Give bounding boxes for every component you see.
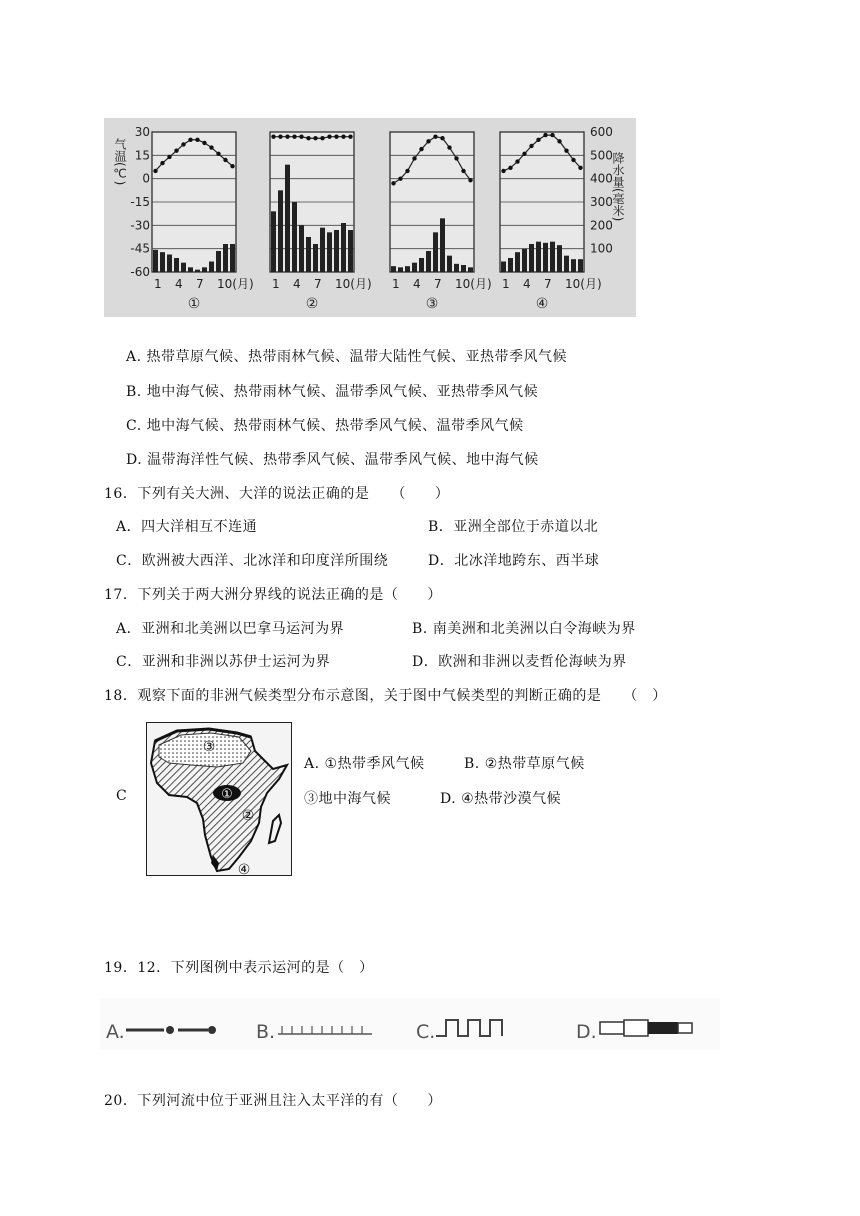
temperature-point	[447, 145, 451, 149]
right-tick-label: 500	[590, 148, 613, 163]
precipitation-bar	[564, 256, 569, 272]
x-tick-label: 10(月)	[217, 277, 254, 291]
right-axis-label: 降水量(毫米)	[611, 152, 625, 222]
q16-option-c: C．欧洲被大西洋、北冰洋和印度洋所围绕	[116, 553, 389, 569]
x-tick-label: 7	[434, 277, 442, 291]
legend-symbol-c	[436, 1020, 502, 1036]
precipitation-bar	[419, 258, 424, 272]
temperature-point	[216, 152, 220, 156]
q16-option-d: D．北冰洋地跨东、西半球	[428, 553, 600, 569]
precipitation-bar	[571, 259, 576, 272]
legend-symbol-d	[600, 1020, 692, 1036]
precipitation-bar	[299, 225, 304, 272]
left-tick-label: -30	[130, 218, 150, 233]
temperature-point	[405, 169, 409, 173]
q16-question: 16．下列有关大洲、大洋的说法正确的是 （ ）	[104, 486, 450, 502]
panel-label: ②	[305, 296, 319, 312]
precipitation-bar	[216, 251, 221, 272]
q18-option-d: D. ④热带沙漠气候	[440, 791, 562, 807]
temperature-point	[433, 134, 437, 138]
q15-option-a: A. 热带草原气候、热带雨林气候、温带大陆性气候、亚热带季风气候	[126, 349, 568, 365]
left-tick-label: 15	[134, 148, 150, 163]
temperature-point	[348, 134, 352, 138]
precipitation-bar	[440, 218, 445, 272]
temperature-point	[536, 138, 540, 142]
temperature-point	[160, 161, 164, 165]
precipitation-bar	[181, 263, 186, 272]
precipitation-bar	[348, 230, 353, 272]
temperature-point	[557, 139, 561, 143]
legend-label-b: B.	[256, 1021, 276, 1043]
temperature-point	[398, 176, 402, 180]
temperature-point	[202, 141, 206, 145]
q17-question: 17．下列关于两大洲分界线的说法正确的是（ ）	[104, 587, 442, 603]
q17-option-c: C．亚洲和非洲以苏伊士运河为界	[116, 654, 331, 670]
q17-option-d: D．欧洲和非洲以麦哲伦海峡为界	[412, 654, 627, 670]
temperature-point	[271, 134, 275, 138]
map-legend-symbols	[100, 998, 720, 1050]
q18-option-c: ③地中海气候	[304, 791, 391, 807]
precipitation-bar	[454, 264, 459, 272]
panel-label: ④	[535, 296, 549, 312]
left-tick-label: 30	[134, 125, 150, 139]
q15-option-c: C. 地中海气候、热带雨林气候、热带季风气候、温带季风气候	[126, 418, 524, 434]
precipitation-bar	[557, 245, 562, 272]
legend-label-d: D.	[576, 1021, 597, 1043]
precipitation-bar	[578, 259, 583, 272]
right-tick-label: 400	[590, 171, 613, 186]
precipitation-bar	[230, 244, 235, 272]
temperature-point	[341, 134, 345, 138]
x-tick-label: 1	[392, 277, 400, 291]
temperature-point	[564, 148, 568, 152]
climate-chart-figure	[104, 118, 636, 317]
q20-question: 20．下列河流中位于亚洲且注入太平洋的有（ ）	[104, 1093, 442, 1109]
legend-symbols-svg	[100, 998, 720, 1050]
x-tick-label: 7	[196, 277, 204, 291]
temperature-point	[426, 139, 430, 143]
temperature-point	[461, 169, 465, 173]
precipitation-bar	[167, 255, 172, 273]
precipitation-bar	[306, 237, 311, 272]
x-tick-label: 1	[272, 277, 280, 291]
precipitation-bar	[209, 262, 214, 273]
x-tick-label: 7	[314, 277, 322, 291]
map-label-3: ③	[202, 739, 216, 755]
temperature-point	[529, 144, 533, 148]
precipitation-bar	[188, 267, 193, 272]
q19-question: 19．12．下列图例中表示运河的是（ ）	[104, 960, 374, 976]
temperature-point	[543, 133, 547, 137]
temperature-point	[292, 134, 296, 138]
precipitation-bar	[433, 232, 438, 272]
precipitation-bar	[202, 267, 207, 272]
x-tick-label: 4	[413, 277, 421, 291]
q15-option-b: B. 地中海气候、热带雨林气候、温带季风气候、亚热带季风气候	[126, 384, 539, 400]
temperature-point	[313, 136, 317, 140]
x-tick-label: 10(月)	[335, 277, 372, 291]
temperature-point	[419, 147, 423, 151]
legend-symbol-a	[126, 1026, 216, 1034]
precipitation-bar	[391, 266, 396, 272]
legend-label-c: C.	[416, 1021, 436, 1043]
africa-climate-map	[146, 722, 292, 876]
precipitation-bar	[550, 242, 555, 272]
right-tick-label: 100	[590, 241, 613, 256]
precipitation-bar	[320, 228, 325, 272]
q17-option-b: B. 南美洲和北美洲以白令海峡为界	[412, 621, 636, 637]
temperature-point	[285, 134, 289, 138]
map-label-2: ②	[241, 808, 255, 824]
q18-option-a: A. ①热带季风气候	[304, 756, 425, 772]
q18-question: 18．观察下面的非洲气候类型分布示意图，关于图中气候类型的判断正确的是 （ ）	[104, 688, 667, 704]
precipitation-bar	[508, 258, 513, 272]
panel-label: ③	[425, 296, 439, 312]
precipitation-bar	[501, 262, 506, 273]
precipitation-bar	[529, 244, 534, 272]
legend-symbol-b	[278, 1026, 372, 1034]
temperature-point	[174, 148, 178, 152]
temperature-point	[571, 158, 575, 162]
precipitation-bar	[398, 267, 403, 272]
x-tick-label: 4	[293, 277, 301, 291]
x-tick-label: 4	[175, 277, 183, 291]
precipitation-bar	[543, 243, 548, 272]
right-tick-label: 200	[590, 218, 613, 233]
temperature-point	[223, 158, 227, 162]
x-tick-label: 1	[502, 277, 510, 291]
precipitation-bar	[223, 244, 228, 272]
precipitation-bar	[195, 270, 200, 272]
temperature-point	[454, 156, 458, 160]
temperature-point	[412, 156, 416, 160]
temperature-point	[195, 138, 199, 142]
precipitation-bar	[405, 266, 410, 272]
precipitation-bar	[522, 249, 527, 272]
left-tick-label: -15	[130, 195, 150, 209]
temperature-point	[334, 134, 338, 138]
q16-option-a: A．四大洋相互不连通	[116, 519, 258, 535]
q16-option-b: B．亚洲全部位于赤道以北	[428, 519, 599, 535]
temperature-point	[327, 134, 331, 138]
temperature-point	[501, 169, 505, 173]
precipitation-bar	[412, 263, 417, 272]
temperature-point	[515, 159, 519, 163]
temperature-point	[468, 178, 472, 182]
temperature-point	[167, 155, 171, 159]
map-label-1: ①	[221, 787, 233, 802]
temperature-point	[181, 142, 185, 146]
precipitation-bar	[278, 190, 283, 272]
precipitation-bar	[447, 256, 452, 272]
right-tick-label: 600	[590, 125, 613, 139]
temperature-point	[299, 134, 303, 138]
temperature-point	[188, 138, 192, 142]
left-tick-label: -60	[130, 265, 150, 279]
temperature-point	[306, 136, 310, 140]
x-tick-label: 4	[523, 277, 531, 291]
left-tick-label: 0	[142, 171, 150, 186]
precipitation-bar	[174, 258, 179, 272]
q18-answer: C	[116, 788, 128, 804]
panel-label: ①	[187, 296, 201, 312]
map-label-4: ④	[237, 862, 251, 875]
precipitation-bar	[313, 244, 318, 272]
temperature-point	[578, 166, 582, 170]
madagascar-shape	[269, 815, 281, 843]
q18-option-b: B. ②热带草原气候	[464, 756, 585, 772]
left-axis-label: 气温(℃)	[113, 138, 127, 186]
precipitation-bar	[292, 202, 297, 272]
precipitation-bar	[536, 242, 541, 272]
x-tick-label: 10(月)	[455, 277, 492, 291]
right-tick-label: 300	[590, 195, 613, 209]
precipitation-bar	[285, 165, 290, 272]
temperature-point	[209, 145, 213, 149]
temperature-point	[278, 134, 282, 138]
africa-map-svg	[147, 723, 291, 875]
q15-option-d: D. 温带海洋性气候、热带季风气候、温带季风气候、地中海气候	[126, 452, 539, 468]
temperature-point	[522, 152, 526, 156]
temperature-point	[508, 166, 512, 170]
temperature-point	[440, 136, 444, 140]
q17-option-a: A．亚洲和北美洲以巴拿马运河为界	[116, 621, 345, 637]
legend-label-a: A.	[106, 1021, 125, 1043]
temperature-point	[320, 136, 324, 140]
precipitation-bar	[334, 230, 339, 272]
x-tick-label: 7	[544, 277, 552, 291]
temperature-point	[153, 169, 157, 173]
precipitation-bar	[271, 211, 276, 272]
precipitation-bar	[327, 232, 332, 272]
x-tick-label: 1	[154, 277, 162, 291]
climate-charts-svg	[104, 118, 636, 317]
precipitation-bar	[153, 250, 158, 272]
precipitation-bar	[515, 252, 520, 272]
left-tick-label: -45	[130, 241, 150, 256]
temperature-point	[391, 181, 395, 185]
x-tick-label: 10(月)	[565, 277, 602, 291]
precipitation-bar	[160, 252, 165, 272]
precipitation-bar	[461, 265, 466, 272]
precipitation-bar	[341, 223, 346, 272]
precipitation-bar	[468, 267, 473, 272]
temperature-point	[550, 133, 554, 137]
precipitation-bar	[426, 251, 431, 272]
temperature-point	[230, 164, 234, 168]
